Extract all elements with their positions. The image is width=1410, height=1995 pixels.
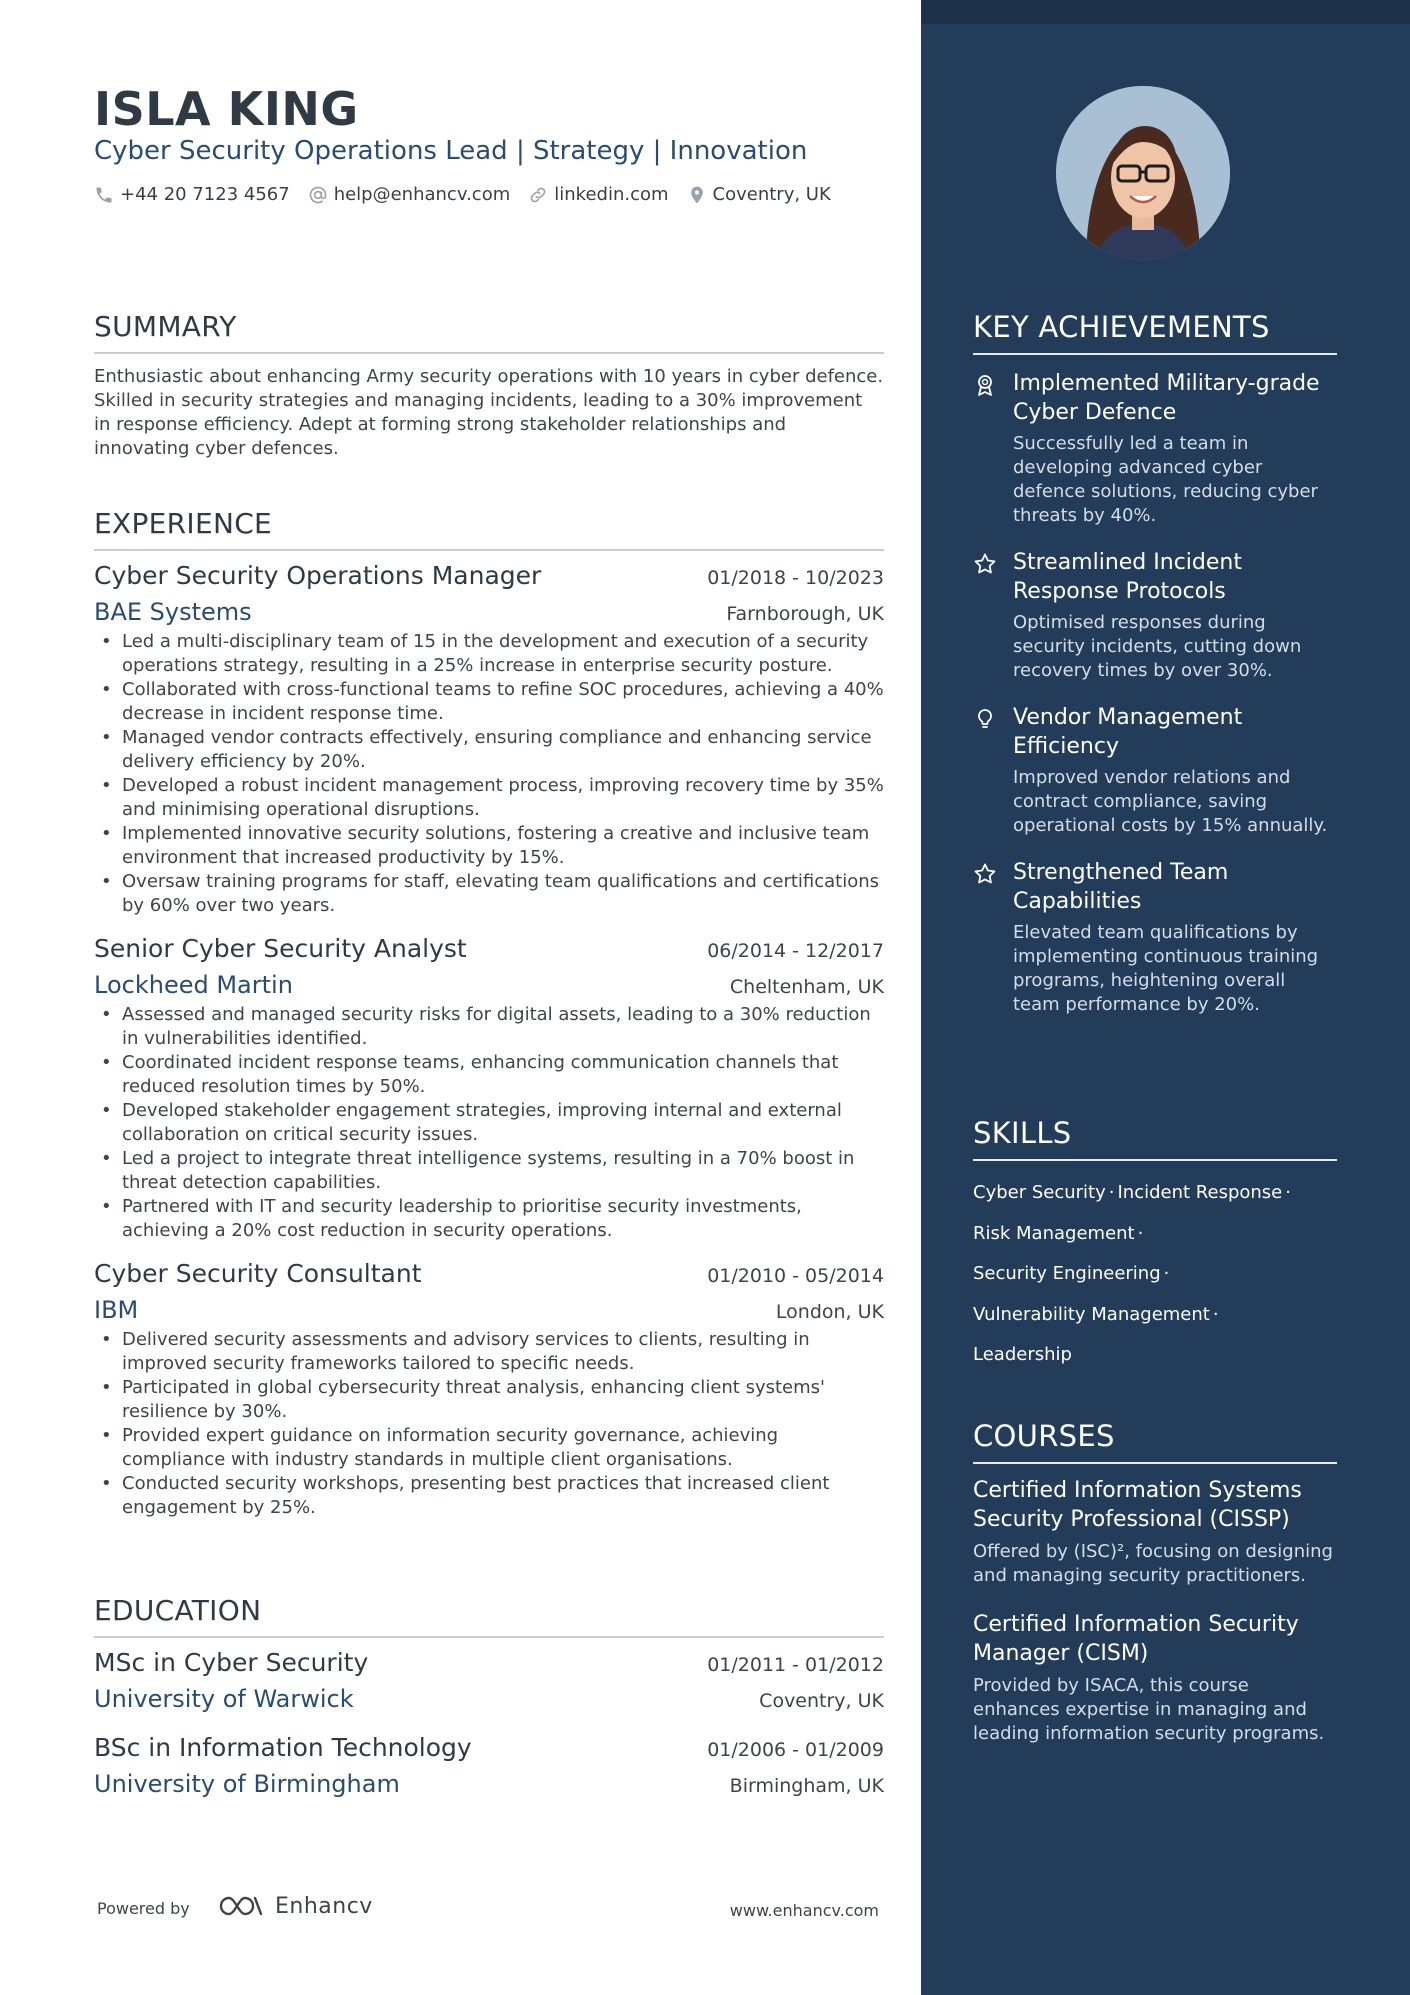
candidate-name: ISLA KING (94, 82, 359, 136)
skill-separator: · (1212, 1303, 1219, 1325)
job-dates: 01/2010 - 05/2014 (707, 1265, 884, 1287)
skill-separator: · (1163, 1263, 1170, 1284)
enhancv-logo-icon (217, 1893, 265, 1919)
courses-section (973, 1419, 1337, 1746)
achievement-title: Vendor Management Efficiency (1013, 705, 1243, 759)
achievement-title: Strengthened Team Capabilities (1013, 860, 1229, 914)
summary-section (94, 310, 884, 461)
achievement-desc: Optimised responses during security incidents, cutting down recovery times by over 30%. (1013, 612, 1302, 681)
bullet-item: • Conducted security workshops, presenting best practices that increased client engagement by 25%. (94, 1472, 884, 1520)
course-item (973, 1476, 1337, 1588)
achievement-desc: Improved vendor relations and contract compliance, saving operational costs by 15% annually. (1013, 767, 1328, 836)
achievement-item (973, 858, 1337, 1017)
job-entry (94, 561, 884, 918)
job-location: Farnborough, UK (726, 603, 884, 625)
powered-by-label: Powered by (97, 1899, 190, 1918)
bullet-item: • Participated in global cybersecurity threat analysis, enhancing client systems' resilience by 30%. (94, 1376, 884, 1424)
contact-phone[interactable] (94, 184, 290, 205)
job-location: London, UK (775, 1301, 884, 1323)
enhancv-logo-text: Enhancv (275, 1893, 373, 1919)
skill-tag: Cyber Security (973, 1182, 1106, 1203)
skills-section (973, 1116, 1337, 1376)
bullet-item: • Assessed and managed security risks for digital assets, leading to a 30% reduction in vulnerabilities identified. (94, 1003, 884, 1051)
star-icon (973, 862, 997, 886)
bullet-item: • Led a project to integrate threat intelligence systems, resulting in a 70% boost in threat detection capabilities. (94, 1147, 884, 1195)
achievements-heading: KEY ACHIEVEMENTS (973, 310, 1337, 355)
skills-heading: SKILLS (973, 1116, 1337, 1161)
sidebar-top-bar (921, 0, 1410, 24)
location-text: Coventry, UK (712, 184, 831, 205)
skill-tag: Incident Response (1117, 1182, 1283, 1203)
contact-bar (94, 184, 849, 205)
bullet-item: • Delivered security assessments and advisory services to clients, resulting in improved security frameworks tailored to specific needs. (94, 1328, 884, 1376)
website-link[interactable]: www.enhancv.com (729, 1901, 879, 1920)
bullet-item: • Developed a robust incident management process, improving recovery time by 35% and minimising operational disruptions. (94, 774, 884, 822)
achievement-title: Implemented Military-grade Cyber Defence (1013, 371, 1320, 425)
job-title: Cyber Security Consultant (94, 1259, 422, 1288)
phone-icon (94, 185, 114, 205)
email-text: help@enhancv.com (333, 184, 511, 205)
candidate-tagline: Cyber Security Operations Lead | Strategy | Innovation (94, 136, 808, 166)
skill-separator: · (1108, 1182, 1115, 1203)
skill-tag: Security Engineering (973, 1263, 1161, 1284)
bullet-item: • Led a multi-disciplinary team of 15 in the development and execution of a security operations strategy, resulting in a 25% increase in enterprise security posture. (94, 630, 884, 678)
degree-title: BSc in Information Technology (94, 1733, 472, 1762)
experience-heading: EXPERIENCE (94, 507, 884, 551)
achievement-item (973, 703, 1337, 838)
award-ribbon-icon (973, 373, 997, 397)
contact-linkedin[interactable] (528, 184, 668, 205)
job-dates: 01/2018 - 10/2023 (707, 567, 884, 589)
job-title: Cyber Security Operations Manager (94, 561, 542, 590)
courses-heading: COURSES (973, 1419, 1337, 1464)
school-name: University of Birmingham (94, 1770, 400, 1798)
job-company: IBM (94, 1296, 139, 1324)
bullet-item: • Partnered with IT and security leadership to prioritise security investments, achieving a 20% cost reduction in security operations. (94, 1195, 884, 1243)
skill-tag: Risk Management (973, 1222, 1135, 1244)
bullet-item: • Coordinated incident response teams, enhancing communication channels that reduced resolution times by 50%. (94, 1051, 884, 1099)
job-bullets (94, 630, 884, 918)
bullet-item: • Developed stakeholder engagement strategies, improving internal and external collaboration on critical security issues. (94, 1099, 884, 1147)
job-entry (94, 934, 884, 1243)
lightbulb-icon (973, 707, 997, 731)
education-dates: 01/2006 - 01/2009 (707, 1739, 884, 1761)
school-location: Coventry, UK (759, 1690, 884, 1712)
summary-heading: SUMMARY (94, 310, 884, 354)
bullet-item: • Collaborated with cross-functional teams to refine SOC procedures, achieving a 40% decrease in incident response time. (94, 678, 884, 726)
school-location: Birmingham, UK (729, 1775, 884, 1797)
achievement-desc: Elevated team qualifications by implementing continuous training programs, heightening overall team performance by 20%. (1013, 922, 1319, 1015)
sidebar (921, 0, 1410, 1995)
course-item (973, 1610, 1337, 1746)
achievement-title: Streamlined Incident Response Protocols (1013, 550, 1242, 604)
education-dates: 01/2011 - 01/2012 (707, 1654, 884, 1676)
skill-separator: · (1137, 1222, 1144, 1244)
achievement-desc: Successfully led a team in developing advanced cyber defence solutions, reducing cyber threats by 40%. (1013, 433, 1318, 526)
skill-tag: Vulnerability Management (973, 1303, 1210, 1325)
job-bullets (94, 1003, 884, 1243)
job-company: Lockheed Martin (94, 971, 293, 999)
job-bullets (94, 1328, 884, 1520)
education-heading: EDUCATION (94, 1594, 884, 1638)
profile-photo (1056, 86, 1230, 260)
summary-text: Enthusiastic about enhancing Army security operations with 10 years in cyber defence. Skilled in security strategies and managing incidents, leading to a 30% improvement in response efficiency. Adept at forming strong stakeholder relationships and innovating cyber defences. (94, 366, 884, 459)
skill-tag: Leadership (973, 1344, 1072, 1365)
enhancv-logo[interactable] (217, 1893, 373, 1919)
course-title: Certified Information Systems Security Professional (CISSP) (973, 1478, 1302, 1532)
contact-email[interactable] (308, 184, 511, 205)
phone-text: +44 20 7123 4567 (120, 184, 290, 205)
course-desc: Provided by ISACA, this course enhances expertise in managing and leading information security programs. (973, 1675, 1325, 1744)
education-entry (94, 1733, 884, 1798)
bullet-item: • Managed vendor contracts effectively, ensuring compliance and enhancing service delivery efficiency by 20%. (94, 726, 884, 774)
linkedin-text: linkedin.com (554, 184, 669, 205)
bullet-item: • Provided expert guidance on information security governance, achieving compliance with industry standards in multiple client organisations. (94, 1424, 884, 1472)
contact-location (687, 184, 831, 205)
bullet-item: • Implemented innovative security solutions, fostering a creative and inclusive team environment that increased productivity by 15%. (94, 822, 884, 870)
education-section (94, 1594, 884, 1798)
profile-portrait-illustration (1056, 86, 1230, 260)
education-entry (94, 1648, 884, 1713)
link-icon (528, 185, 548, 205)
course-desc: Offered by (ISC)², focusing on designing and managing security practitioners. (973, 1541, 1333, 1586)
course-title: Certified Information Security Manager (CISM) (973, 1612, 1299, 1666)
job-dates: 06/2014 - 12/2017 (707, 940, 884, 962)
skill-separator: · (1285, 1182, 1291, 1203)
achievements-section (973, 310, 1337, 1017)
job-entry (94, 1259, 884, 1520)
school-name: University of Warwick (94, 1685, 354, 1713)
job-title: Senior Cyber Security Analyst (94, 934, 467, 963)
map-pin-icon (687, 185, 707, 205)
experience-section (94, 507, 884, 1520)
job-company: BAE Systems (94, 598, 252, 626)
bullet-item: • Oversaw training programs for staff, elevating team qualifications and certifications by 60% over two years. (94, 870, 884, 918)
achievement-item (973, 548, 1337, 683)
job-location: Cheltenham, UK (729, 976, 884, 998)
footer (97, 1893, 879, 1933)
at-sign-icon (308, 185, 328, 205)
star-icon (973, 552, 997, 576)
achievement-item (973, 369, 1337, 528)
degree-title: MSc in Cyber Security (94, 1648, 369, 1677)
skills-list (973, 1173, 1337, 1376)
